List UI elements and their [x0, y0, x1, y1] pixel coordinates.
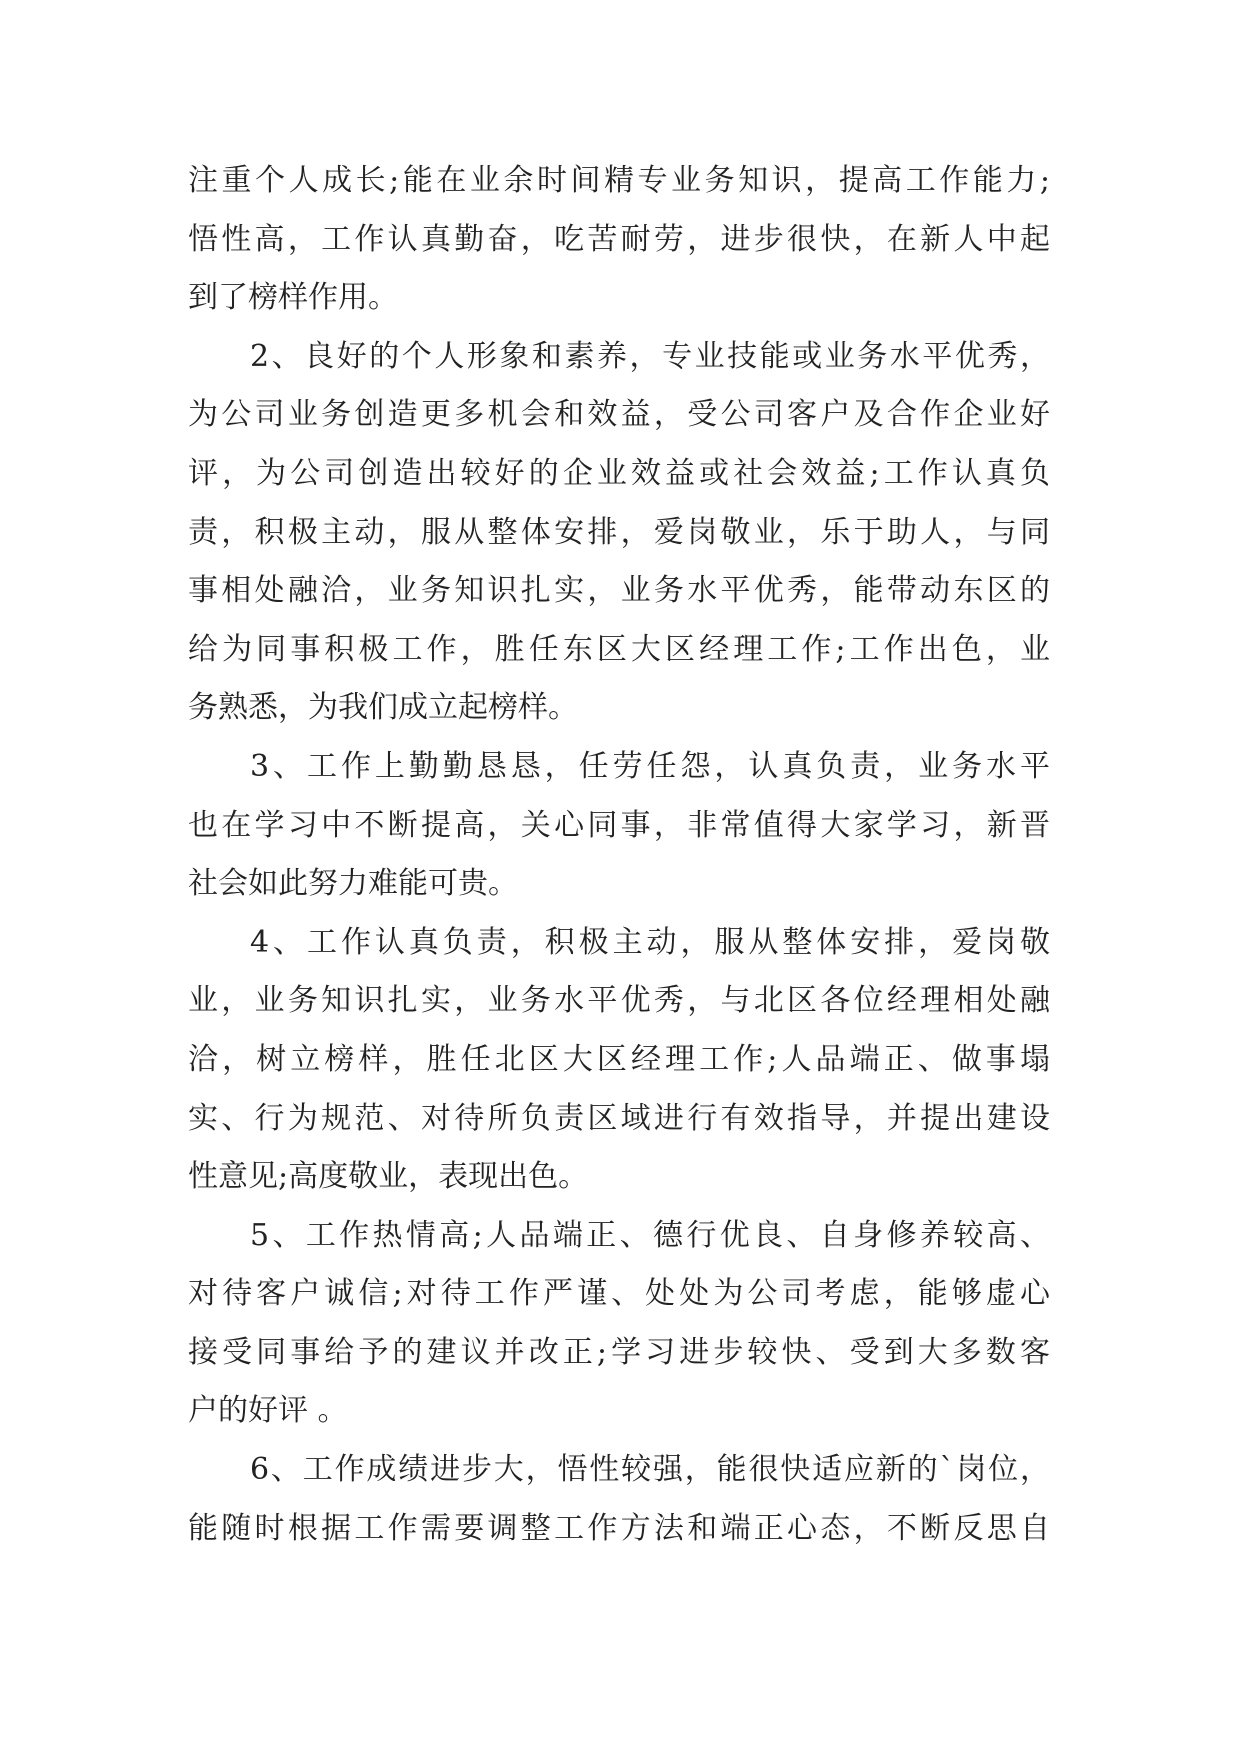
paragraph-2-first-line: 2、良好的个人形象和素养，专业技能或业务水平优秀，: [250, 338, 1050, 374]
text-line: 能随时根据工作需要调整工作方法和端正心态，不断反思自: [188, 1510, 1050, 1546]
text-line: 对待客户诚信;对待工作严谨、处处为公司考虑，能够虚心: [188, 1276, 1050, 1312]
text-line: 接受同事给予的建议并改正;学习进步较快、受到大多数客: [188, 1334, 1050, 1370]
text-line: 业，业务知识扎实，业务水平优秀，与北区各位经理相处融: [188, 983, 1050, 1019]
document-body: [188, 152, 1050, 1558]
text-line: 评，为公司创造出较好的企业效益或社会效益;工作认真负: [188, 455, 1050, 491]
text-line: 洽，树立榜样，胜任北区大区经理工作;人品端正、做事塌: [188, 1041, 1050, 1077]
text-line: 事相处融洽，业务知识扎实，业务水平优秀，能带动东区的: [188, 573, 1050, 609]
text-line: 为公司业务创造更多机会和效益，受公司客户及合作企业好: [188, 397, 1050, 433]
paragraph-3-first-line: 3、工作上勤勤恳恳，任劳任怨，认真负责，业务水平: [250, 748, 1050, 784]
paragraph-5-first-line: 5、工作热情高;人品端正、德行优良、自身修养较高、: [250, 1217, 1050, 1253]
text-line: 注重个人成长;能在业余时间精专业务知识，提高工作能力;: [188, 163, 1050, 198]
text-line: 性意见;高度敬业，表现出色。: [188, 1159, 589, 1195]
text-line: 到了榜样作用。: [188, 280, 398, 316]
text-line: 也在学习中不断提高，关心同事，非常值得大家学习，新晋: [188, 807, 1050, 843]
paragraph-6-first-line: 6、工作成绩进步大，悟性较强，能很快适应新的`岗位，: [250, 1452, 1050, 1488]
text-line: 户的好评 。: [188, 1393, 348, 1429]
paragraph-4-first-line: 4、工作认真负责，积极主动，服从整体安排，爱岗敬: [250, 924, 1050, 960]
text-line: 责，积极主动，服从整体安排，爱岗敬业，乐于助人，与同: [188, 514, 1050, 550]
text-line: 实、行为规范、对待所负责区域进行有效指导，并提出建设: [188, 1100, 1050, 1136]
text-line: 悟性高，工作认真勤奋，吃苦耐劳，进步很快，在新人中起: [188, 221, 1050, 257]
text-line: 给为同事积极工作，胜任东区大区经理工作;工作出色，业: [188, 631, 1050, 667]
text-line: 务熟悉，为我们成立起榜样。: [188, 690, 578, 726]
text-line: 社会如此努力难能可贵。: [188, 866, 518, 902]
